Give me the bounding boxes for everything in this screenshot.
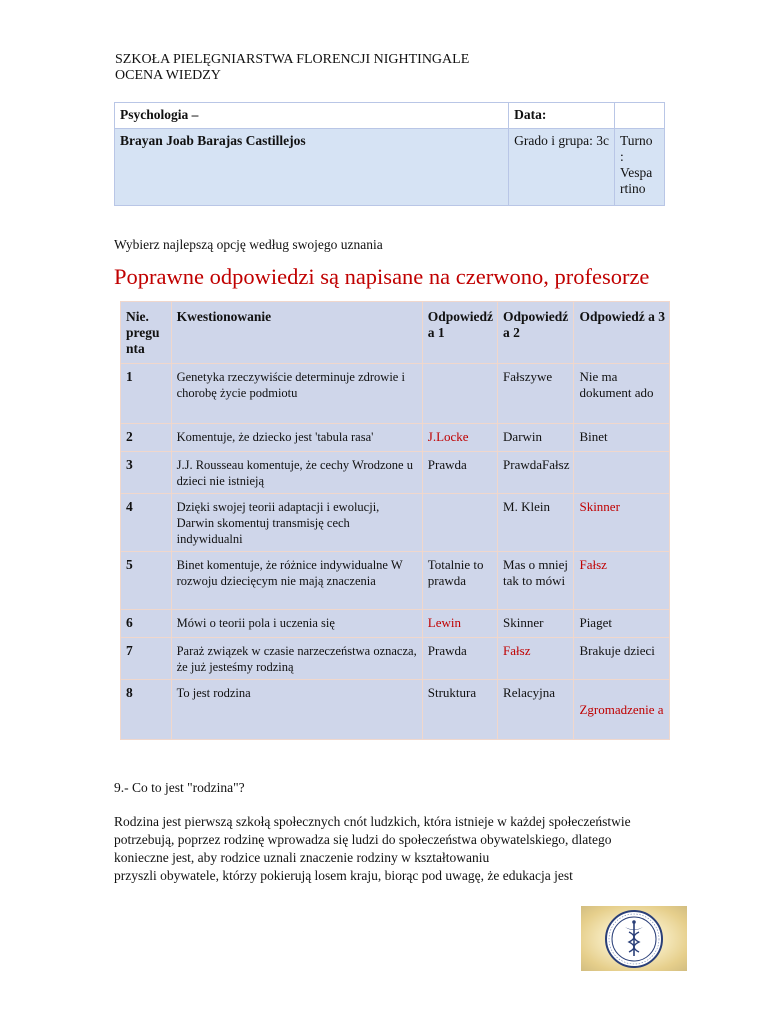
question-text: Binet komentuje, że różnice indywidualne W rozwoju dziecięcym nie mają znaczenia: [171, 552, 422, 610]
table-row: [121, 638, 670, 680]
answer-1: Totalnie to prawda: [422, 552, 497, 610]
col-header-answer-2: Odpowiedź a 2: [498, 302, 574, 364]
correct-answers-note: Poprawne odpowiedzi są napisane na czerwono, profesorze: [114, 264, 650, 289]
answer-3: Brakuje dzieci: [574, 638, 670, 680]
answer-3: Nie ma dokument ado: [574, 364, 670, 424]
col-header-question: Kwestionowanie: [171, 302, 422, 364]
answer-1-correct: Lewin: [422, 610, 497, 638]
question-text: Mówi o teorii pola i uczenia się: [171, 610, 422, 638]
question-text: Paraż związek w czasie narzeczeństwa oznacza, że już jesteśmy rodziną: [171, 638, 422, 680]
answer-2: Darwin: [498, 424, 574, 452]
question-number: 6: [121, 610, 172, 638]
answer-3: Piaget: [574, 610, 670, 638]
answer-2: Relacyjna: [498, 680, 574, 740]
answer-2: Fałszywe: [498, 364, 574, 424]
answer-1: Prawda: [422, 638, 497, 680]
answer-3-correct: Zgromadzenie a: [574, 680, 670, 740]
question-number: 8: [121, 680, 172, 740]
table-row: [121, 424, 670, 452]
answer-1: Struktura: [422, 680, 497, 740]
answer-1: Prawda: [422, 452, 497, 494]
answer-2-correct: Fałsz: [498, 638, 574, 680]
question-text: J.J. Rousseau komentuje, że cechy Wrodzone u dzieci nie istnieją: [171, 452, 422, 494]
question-number: 3: [121, 452, 172, 494]
school-seal-logo: [581, 906, 687, 971]
answer-2: Mas o mniej tak to mówi: [498, 552, 574, 610]
paragraph-line: przyszli obywatele, którzy pokierują losem kraju, biorąc pod uwagę, że edukacja jest: [114, 868, 573, 883]
answer-2: Skinner: [498, 610, 574, 638]
question-number: 2: [121, 424, 172, 452]
table-row: [121, 680, 670, 740]
question-number: 7: [121, 638, 172, 680]
question-text: Komentuje, że dziecko jest 'tabula rasa': [171, 424, 422, 452]
answer-2: PrawdaFałsz: [498, 452, 574, 494]
date-value-cell: [615, 103, 665, 129]
question-text: To jest rodzina: [171, 680, 422, 740]
paragraph-line: Rodzina jest pierwszą szkołą społecznych cnót ludzkich, która istnieje w każdej społeczeństwie: [114, 814, 631, 829]
col-header-answer-1: Odpowiedź a 1: [422, 302, 497, 364]
answer-3-correct: Fałsz: [574, 552, 670, 610]
shift-cell: Turno : Vespa rtino: [615, 129, 665, 206]
instruction-text: Wybierz najlepszą opcję według swojego uznania: [114, 237, 383, 252]
answer-3-correct: Skinner: [574, 494, 670, 552]
col-header-answer-3: Odpowiedź a 3: [574, 302, 670, 364]
table-row: [121, 610, 670, 638]
question-number: 1: [121, 364, 172, 424]
student-name-cell: Brayan Joab Barajas Castillejos: [115, 129, 509, 206]
answer-3: [574, 452, 670, 494]
answer-2: M. Klein: [498, 494, 574, 552]
table-row: [121, 452, 670, 494]
table-row: [121, 552, 670, 610]
answer-paragraph: [114, 813, 714, 885]
table-row: [121, 494, 670, 552]
school-seal-caduceus-icon: [589, 908, 679, 970]
school-name: SZKOŁA PIELĘGNIARSTWA FLORENCJI NIGHTINGALE: [115, 52, 470, 67]
col-header-number: Nie. pregu nta: [121, 302, 172, 364]
student-info-table: [114, 102, 665, 206]
question-9-heading: 9.- Co to jest "rodzina"?: [114, 780, 245, 795]
answer-1: [422, 494, 497, 552]
answer-1-correct: J.Locke: [422, 424, 497, 452]
question-text: Dzięki swojej teorii adaptacji i ewolucji, Darwin skomentuj transmisję cech indywidualni: [171, 494, 422, 552]
grade-cell: Grado i grupa: 3c: [509, 129, 615, 206]
subject-cell: Psychologia –: [115, 103, 509, 129]
question-number: 4: [121, 494, 172, 552]
document-header: [115, 52, 469, 84]
table-row: [121, 364, 670, 424]
question-number: 5: [121, 552, 172, 610]
question-text: Genetyka rzeczywiście determinuje zdrowie i chorobę życie podmiotu: [171, 364, 422, 424]
answer-1: [422, 364, 497, 424]
paragraph-line: potrzebują, poprzez rodzinę wprowadza się ludzi do społeczeństwa obywatelskiego, dlatego: [114, 832, 612, 847]
quiz-header-row: [121, 302, 670, 364]
answer-3: Binet: [574, 424, 670, 452]
date-label-cell: Data:: [509, 103, 615, 129]
paragraph-line: konieczne jest, aby rodzice uznali znaczenie rodziny w kształtowaniu: [114, 850, 490, 865]
quiz-table: [120, 301, 670, 740]
document-title: OCENA WIEDZY: [115, 68, 221, 83]
